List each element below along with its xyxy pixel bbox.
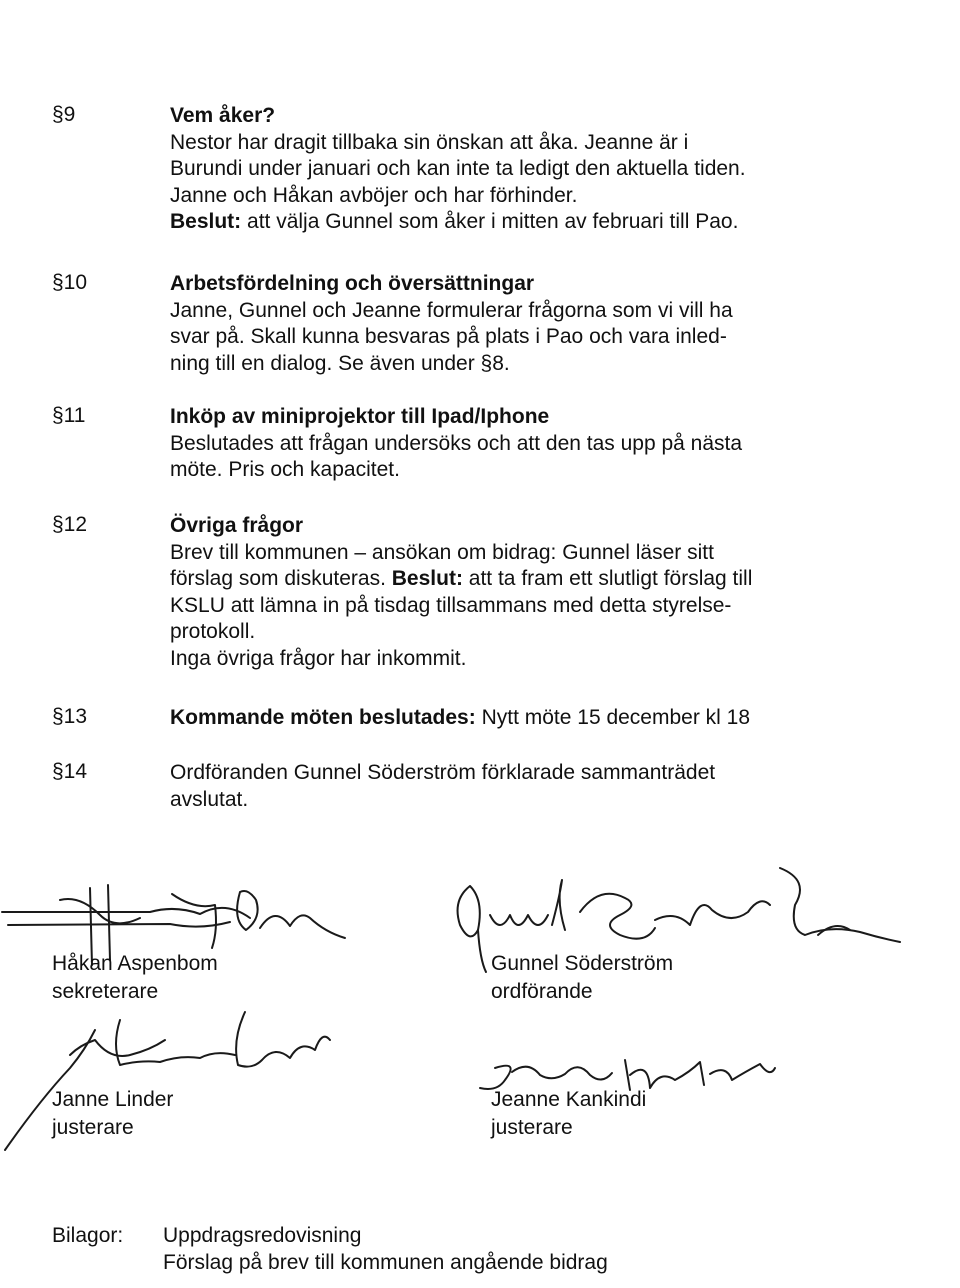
text-line: ning till en dialog. Se även under §8. xyxy=(170,351,510,375)
section-heading: Arbetsfördelning och översättningar xyxy=(170,272,535,295)
section-number: §14 xyxy=(52,760,88,783)
decision-label: Beslut: xyxy=(170,210,242,233)
decision-label: Beslut: xyxy=(391,567,463,590)
text-line: Burundi under januari och kan inte ta ledigt den aktuella tiden. xyxy=(170,157,746,180)
text-line: Janne och Håkan avböjer och har förhinder. xyxy=(170,183,578,207)
attachment-item: Förslag på brev till kommunen angående bidrag xyxy=(163,1251,608,1274)
text-line: Inga övriga frågor har inkommit. xyxy=(170,646,467,670)
signature-scribble-kankindi xyxy=(480,1060,775,1090)
decision-text: att välja Gunnel som åker i mitten av februari till Pao. xyxy=(241,210,739,233)
section-body xyxy=(170,271,830,377)
section-body xyxy=(170,103,830,236)
decision-text: att ta fram ett slutligt förslag till xyxy=(462,567,753,590)
signatory-name: Gunnel Söderström xyxy=(491,952,674,975)
text-line: Janne, Gunnel och Jeanne formulerar frågorna som vi vill ha xyxy=(170,298,733,322)
attachment-item: Uppdragsredovisning xyxy=(163,1224,362,1247)
text-line: möte. Pris och kapacitet. xyxy=(170,458,400,481)
signatory-role: justerare xyxy=(491,1116,573,1139)
text-fragment: förslag som diskuteras. xyxy=(170,567,392,590)
text-line: KSLU att lämna in på tisdag tillsammans med detta styrelse- xyxy=(170,593,732,617)
text-line: Beslutades att frågan undersöks och att den tas upp på nästa xyxy=(170,431,743,455)
decision-text: Nytt möte 15 december kl 18 xyxy=(475,706,751,729)
section-number: §13 xyxy=(52,705,88,728)
signatory-role: justerare xyxy=(52,1116,134,1139)
section-heading: Inköp av miniprojektor till Ipad/Iphone xyxy=(170,405,550,428)
section-number: §12 xyxy=(52,513,88,536)
decision-label: Kommande möten beslutades: xyxy=(170,706,476,729)
signatory-role: sekreterare xyxy=(52,980,159,1003)
decision-line xyxy=(170,705,830,732)
signatory-role: ordförande xyxy=(491,980,593,1003)
section-number: §10 xyxy=(52,271,88,294)
section-heading: Vem åker? xyxy=(170,104,276,127)
signatory-name: Janne Linder xyxy=(52,1088,174,1111)
section-heading: Övriga frågor xyxy=(170,514,304,537)
signatory-name: Håkan Aspenbom xyxy=(52,952,218,975)
text-line: avslutat. xyxy=(170,787,249,811)
signatory-name: Jeanne Kankindi xyxy=(491,1088,647,1111)
section-number: §9 xyxy=(52,103,76,126)
text-line: Ordföranden Gunnel Söderström förklarade sammanträdet xyxy=(170,761,716,784)
section-number: §11 xyxy=(52,404,86,427)
decision-line xyxy=(170,566,830,593)
section-body xyxy=(170,513,830,672)
text-line: Brev till kommunen – ansökan om bidrag: Gunnel läser sitt xyxy=(170,540,714,564)
section-body xyxy=(170,760,830,813)
decision-line xyxy=(170,209,830,236)
section-body xyxy=(170,404,830,484)
section-body xyxy=(170,705,830,732)
text-line: protokoll. xyxy=(170,620,256,643)
attachments-label: Bilagor: xyxy=(52,1224,124,1247)
text-line: Nestor har dragit tillbaka sin önskan att åka. Jeanne är i xyxy=(170,130,689,154)
text-line: svar på. Skall kunna besvaras på plats i Pao och vara inled- xyxy=(170,325,727,348)
